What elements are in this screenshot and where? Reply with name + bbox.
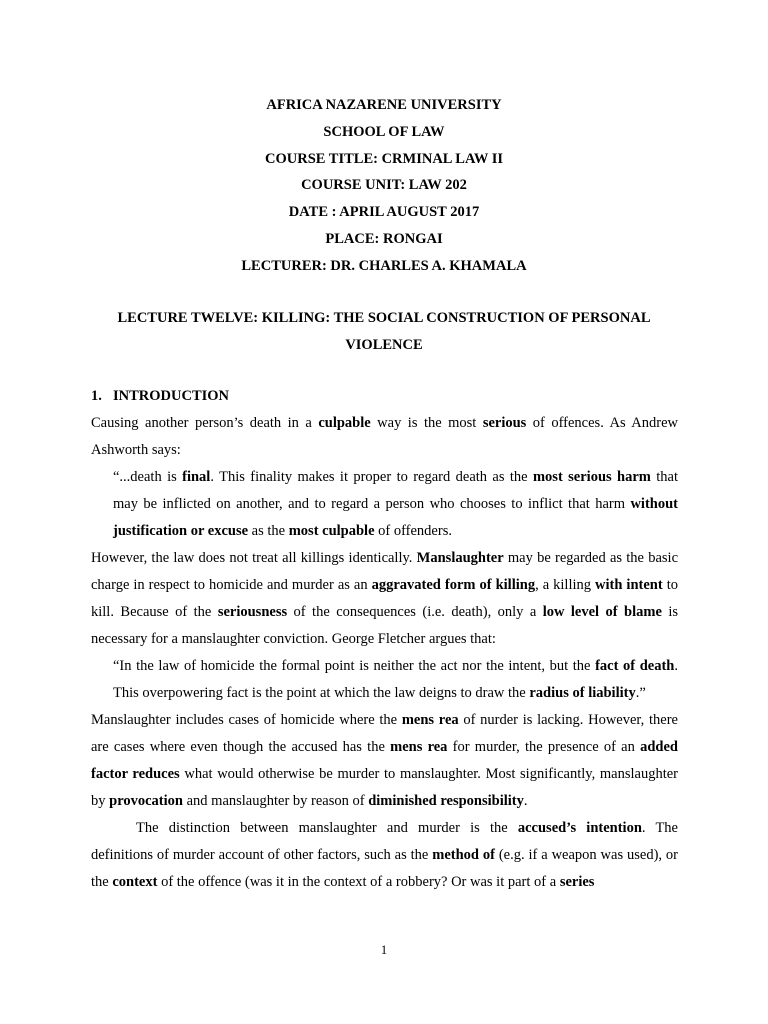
bold-term: culpable bbox=[318, 415, 371, 431]
university-name: AFRICA NAZARENE UNIVERSITY bbox=[266, 97, 502, 113]
bold-term: method of bbox=[432, 847, 495, 863]
bold-term: Manslaughter bbox=[416, 550, 504, 566]
course-title: COURSE TITLE: CRMINAL LAW II bbox=[265, 150, 503, 167]
bold-term: radius of liability bbox=[529, 685, 636, 701]
bold-term: serious bbox=[482, 415, 527, 431]
document-header bbox=[0, 92, 768, 280]
school-name: SCHOOL OF LAW bbox=[323, 123, 445, 140]
text-run: (e.g. if a weapon was used), or the bbox=[91, 847, 678, 890]
text-run: way is the most bbox=[370, 415, 483, 431]
text-run: of nurder is lacking. However, there are cases where even though the accused has the bbox=[91, 712, 678, 755]
bold-term: series bbox=[559, 874, 595, 890]
section-title: INTRODUCTION bbox=[113, 388, 230, 404]
bold-term: seriousness bbox=[217, 604, 288, 620]
bold-term: provocation bbox=[109, 793, 183, 809]
text-run: and manslaughter by reason of bbox=[182, 793, 369, 809]
course-unit: COURSE UNIT: LAW 202 bbox=[301, 177, 467, 194]
text-run: as the bbox=[248, 523, 289, 539]
text-run: Manslaughter includes cases of homicide where the bbox=[91, 712, 402, 728]
text-run: of the offence (was it in the context of a robbery? Or was it part of a bbox=[157, 874, 560, 890]
text-run: The distinction between manslaughter and murder is the bbox=[136, 820, 518, 836]
text-run: However, the law does not treat all killings identically. bbox=[91, 550, 417, 566]
paragraph-distinction bbox=[91, 815, 678, 896]
paragraph-mens-rea bbox=[91, 707, 678, 815]
lecture-title: LECTURE TWELVE: KILLING: THE SOCIAL CONSTRUCTION OF PERSONAL VIOLENCE bbox=[117, 310, 651, 353]
text-run: what would otherwise be murder to manslaughter. Most significantly, manslaughter by bbox=[91, 766, 678, 809]
bold-term: mens rea bbox=[401, 712, 459, 728]
text-run: . The definitions of murder account of other factors, such as the bbox=[91, 820, 678, 863]
text-run: may be regarded as the basic charge in respect to homicide and murder as an bbox=[91, 550, 679, 593]
course-place: PLACE: RONGAI bbox=[325, 230, 443, 247]
section-number: 1. bbox=[91, 388, 102, 404]
text-run: to kill. Because of the bbox=[91, 577, 678, 620]
bold-term: diminished responsibility bbox=[368, 793, 524, 809]
section-heading bbox=[91, 385, 229, 407]
bold-term: final bbox=[182, 469, 211, 485]
text-run: of offenders. bbox=[374, 523, 452, 539]
bold-term: most serious harm bbox=[532, 469, 651, 485]
text-run: of the consequences (i.e. death), only a bbox=[287, 604, 543, 620]
text-run: , a killing bbox=[535, 577, 596, 593]
text-run: “...death is bbox=[113, 469, 183, 485]
bold-term: low level of blame bbox=[542, 604, 662, 620]
text-run: . This overpowering fact is the point at which the law deigns to draw the bbox=[113, 658, 678, 701]
bold-term: without justification or excuse bbox=[113, 496, 678, 539]
text-run: “In the law of homicide the formal point is neither the act nor the intent, but the bbox=[113, 658, 596, 674]
bold-term: fact of death bbox=[595, 658, 675, 674]
bold-term: context bbox=[112, 874, 158, 890]
paragraph-intro bbox=[91, 410, 678, 464]
quote-ashworth bbox=[113, 464, 678, 545]
text-run: . This finality makes it proper to regard death as the bbox=[210, 469, 533, 485]
page-number: 1 bbox=[380, 943, 388, 957]
bold-term: added factor reduces bbox=[91, 739, 678, 782]
text-run: . bbox=[523, 793, 528, 809]
bold-term: with intent bbox=[595, 577, 663, 593]
text-run: is necessary for a manslaughter conviction. George Fletcher argues that: bbox=[91, 604, 678, 647]
text-run: that may be inflicted on another, and to regard a person who chooses to inflict that harm bbox=[113, 469, 678, 512]
course-date: DATE : APRIL AUGUST 2017 bbox=[288, 204, 480, 221]
bold-term: mens rea bbox=[390, 739, 448, 755]
body-text bbox=[91, 410, 678, 896]
paragraph-manslaughter bbox=[91, 545, 678, 653]
text-run: for murder, the presence of an bbox=[447, 739, 641, 755]
lecturer-name: LECTURER: DR. CHARLES A. KHAMALA bbox=[241, 257, 527, 274]
bold-term: aggravated form of killing bbox=[371, 577, 536, 593]
bold-term: accused’s intention bbox=[517, 820, 642, 836]
bold-term: most culpable bbox=[288, 523, 375, 539]
text-run: Causing another person’s death in a bbox=[91, 415, 319, 431]
text-run: .” bbox=[635, 685, 646, 701]
text-run: of offences. As Andrew Ashworth says: bbox=[91, 415, 678, 458]
quote-fletcher bbox=[113, 653, 678, 707]
